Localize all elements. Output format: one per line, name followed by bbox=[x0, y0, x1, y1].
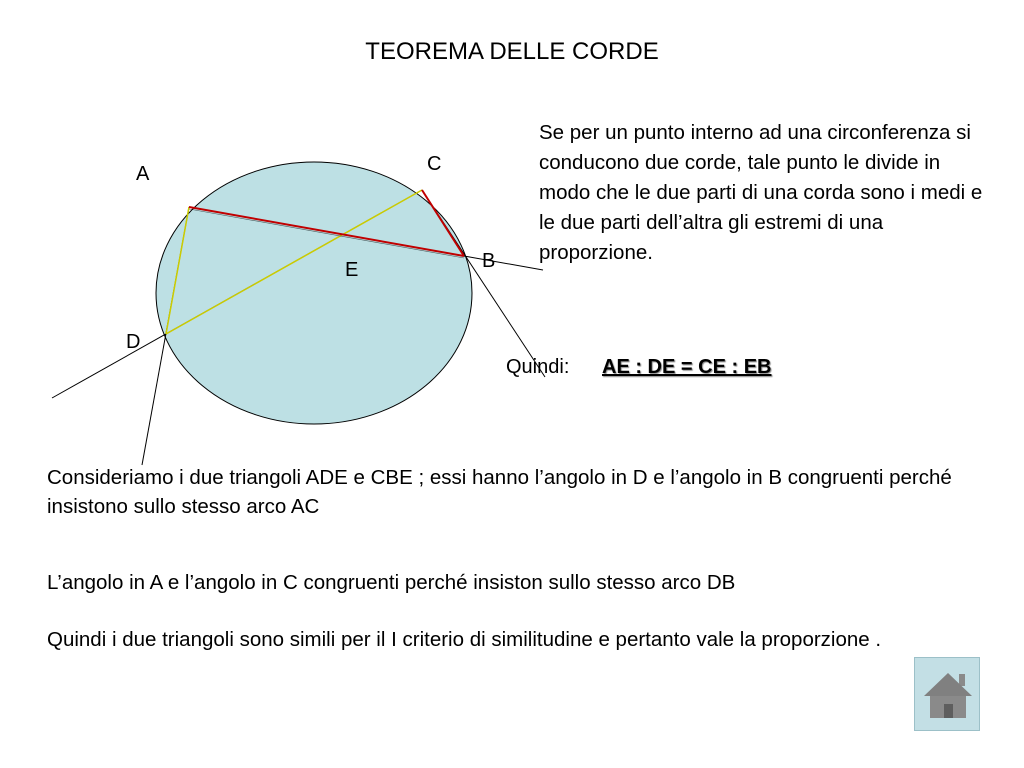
theorem-statement: Se per un punto interno ad una circonferenza si conducono due corde, tale punto le divide in modo che le due parti di una corda sono i medi e le due parti dell’altra gli estremi di una proporzione. bbox=[539, 121, 983, 264]
label-d: D bbox=[126, 331, 141, 353]
home-button[interactable] bbox=[914, 657, 980, 731]
explanation-paragraph-3: Quindi i due triangoli sono simili per il I criterio di similitudine e pertanto vale la proporzione . bbox=[47, 628, 882, 651]
label-a: A bbox=[136, 163, 150, 185]
home-icon bbox=[915, 658, 981, 732]
line-ab-extended bbox=[464, 256, 543, 270]
conclusion-label: Quindi: bbox=[506, 356, 570, 378]
explanation-paragraph-1: Consideriamo i due triangoli ADE e CBE ; essi hanno l’angolo in D e l’angolo in B congruenti perché insistono sullo stesso arco AC bbox=[47, 466, 952, 518]
proportion-formula: AE : DE = CE : EB bbox=[602, 356, 772, 378]
label-b: B bbox=[482, 250, 496, 272]
circle bbox=[156, 162, 472, 424]
label-c: C bbox=[427, 153, 442, 175]
explanation-paragraph-2: L’angolo in A e l’angolo in C congruenti perché insiston sullo stesso arco DB bbox=[47, 571, 736, 594]
label-e: E bbox=[345, 259, 359, 281]
slide-title: TEOREMA DELLE CORDE bbox=[365, 38, 659, 65]
